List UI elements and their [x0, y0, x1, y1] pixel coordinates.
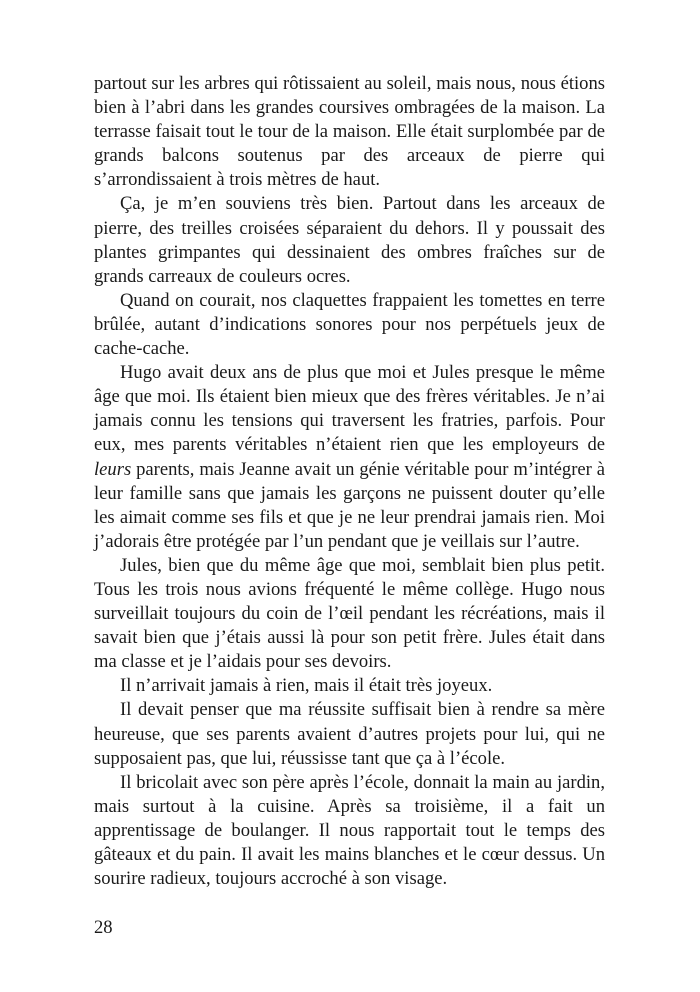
paragraph-4 — [94, 361, 605, 554]
paragraph-3: Quand on courait, nos claquettes frappaient les tomettes en terre brûlée, autant d’indications sonores pour nos perpétuels jeux de cache-cache. — [94, 289, 605, 360]
paragraph-2: Ça, je m’en souviens très bien. Partout dans les arceaux de pierre, des treilles croisées séparaient du dehors. Il y poussait des plantes grimpantes qui dessinaient des ombres fraîches sur de grands carreaux de couleurs ocres. — [94, 193, 605, 287]
paragraph-4-before: Hugo avait deux ans de plus que moi et Jules presque le même âge que moi. Ils étaient bien mieux que des frères véritables. Je n’ai jamais connu les tensions qui traversent les fratries, parfois. Pour eux, mes parents véritables n’étaient rien que les employeurs de — [94, 362, 605, 456]
page-number: 28 — [94, 917, 113, 938]
paragraph-6: Il n’arrivait jamais à rien, mais il était très joyeux. — [120, 675, 493, 697]
paragraph-4-emphasis: leurs — [94, 458, 132, 480]
paragraph-7: Il devait penser que ma réussite suffisait bien à rendre sa mère heureuse, que ses parents avaient d’autres projets pour lui, qui ne supposaient pas, que lui, réussisse tant que ça à l’école. — [94, 699, 605, 769]
paragraph-5: Jules, bien que du même âge que moi, semblait bien plus petit. Tous les trois nous avions fréquenté le même collège. Hugo nous surveillait toujours du coin de l’œil pendant les récréations, mais il savait bien que j’étais aussi là pour son petit frère. Jules était dans ma classe et je l’aidais pour ses devoirs. — [94, 554, 605, 673]
paragraph-1: partout sur les arbres qui rôtissaient au soleil, mais nous, nous étions bien à l’abri dans les grandes coursives ombragées de la maison. La terrasse faisait tout le tour de la maison. Elle était surplombée par de grands balcons soutenus par des arceaux de pierre qui s’arrondissaient à trois mètres de haut. — [94, 73, 605, 191]
paragraph-4-after: parents, mais Jeanne avait un génie véritable pour m’intégrer à leur famille sans que jamais les garçons ne puissent douter qu’elle les aimait comme ses fils et que je ne leur prendrai jamais rien. Moi j’adorais être protégée par l’un pendant que je veillais sur l’autre. — [94, 458, 605, 552]
page-body — [94, 72, 605, 891]
paragraph-8: Il bricolait avec son père après l’école, donnait la main au jardin, mais surtout à la cuisine. Après sa troisième, il a fait un apprentissage de boulanger. Il nous rapportait tout le temps des gâteaux et du pain. Il avait les mains blanches et le cœur dessus. Un sourire radieux, toujours accroché à son visage. — [94, 771, 605, 890]
